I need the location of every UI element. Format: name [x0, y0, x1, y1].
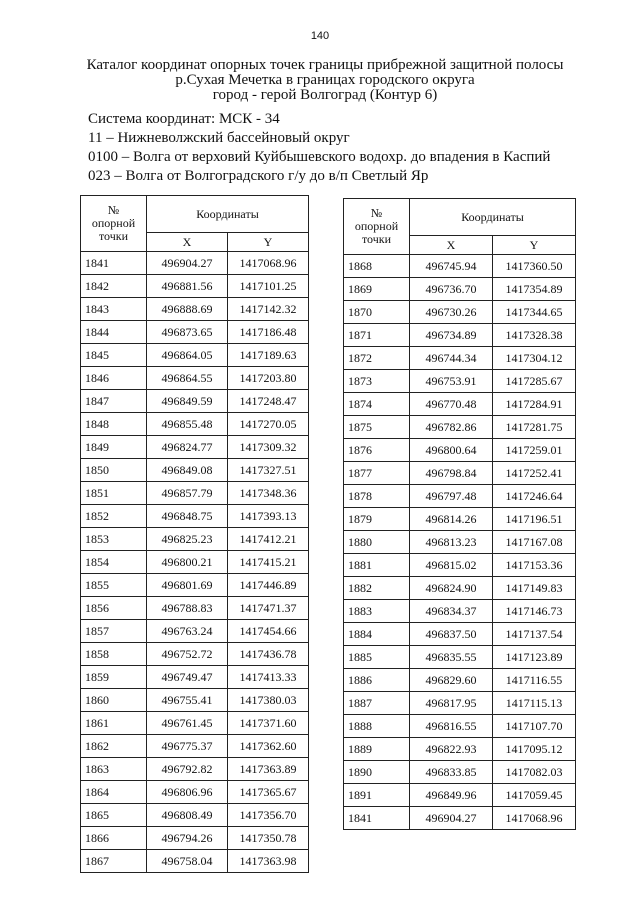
point-number-cell: 1861 [81, 712, 147, 735]
point-number-cell: 1855 [81, 574, 147, 597]
table-row [81, 597, 309, 620]
point-number-cell: 1881 [344, 554, 410, 577]
table-row [81, 275, 309, 298]
x-coordinate-cell: 496881.56 [147, 275, 228, 298]
table-row [344, 485, 576, 508]
y-coordinate-cell: 1417309.32 [228, 436, 309, 459]
x-coordinate-cell: 496848.75 [147, 505, 228, 528]
x-coordinate-cell: 496788.83 [147, 597, 228, 620]
x-coordinate-cell: 496833.85 [410, 761, 493, 784]
point-number-cell: 1853 [81, 528, 147, 551]
x-coordinate-cell: 496822.93 [410, 738, 493, 761]
table-row [81, 804, 309, 827]
point-number-cell: 1841 [81, 252, 147, 275]
y-coordinate-cell: 1417059.45 [493, 784, 576, 807]
y-coordinate-cell: 1417137.54 [493, 623, 576, 646]
y-header: Y [493, 236, 576, 255]
point-number-cell: 1846 [81, 367, 147, 390]
table-row [344, 439, 576, 462]
point-number-cell: 1878 [344, 485, 410, 508]
y-coordinate-cell: 1417068.96 [228, 252, 309, 275]
table-row [81, 321, 309, 344]
point-number-cell: 1880 [344, 531, 410, 554]
table-row [344, 646, 576, 669]
point-number-cell: 1857 [81, 620, 147, 643]
x-coordinate-cell: 496835.55 [410, 646, 493, 669]
point-number-cell: 1862 [81, 735, 147, 758]
y-coordinate-cell: 1417365.67 [228, 781, 309, 804]
y-coordinate-cell: 1417446.89 [228, 574, 309, 597]
table-row [344, 669, 576, 692]
table-row [81, 413, 309, 436]
point-number-cell: 1885 [344, 646, 410, 669]
y-coordinate-cell: 1417350.78 [228, 827, 309, 850]
point-number-cell: 1884 [344, 623, 410, 646]
x-coordinate-cell: 496801.69 [147, 574, 228, 597]
table-row [344, 301, 576, 324]
y-coordinate-cell: 1417248.47 [228, 390, 309, 413]
table-row [81, 689, 309, 712]
coordinates-header: Координаты [147, 196, 309, 233]
title-line-3: город - герой Волгоград (Контур 6) [212, 87, 438, 103]
point-number-cell: 1842 [81, 275, 147, 298]
table-row [81, 827, 309, 850]
y-coordinate-cell: 1417186.48 [228, 321, 309, 344]
table-row [344, 692, 576, 715]
x-coordinate-cell: 496888.69 [147, 298, 228, 321]
table-row [81, 252, 309, 275]
y-coordinate-cell: 1417123.89 [493, 646, 576, 669]
x-coordinate-cell: 496813.23 [410, 531, 493, 554]
x-coordinate-cell: 496782.86 [410, 416, 493, 439]
page-number: 140 [310, 30, 330, 42]
table-row [344, 761, 576, 784]
point-number-cell: 1844 [81, 321, 147, 344]
table-row [81, 850, 309, 873]
y-coordinate-cell: 1417412.21 [228, 528, 309, 551]
title-line-2: р.Сухая Мечетка в границах городского округа [175, 72, 475, 88]
table-row [344, 623, 576, 646]
x-coordinate-cell: 496798.84 [410, 462, 493, 485]
x-coordinate-cell: 496815.02 [410, 554, 493, 577]
table-row [81, 344, 309, 367]
table-row [81, 505, 309, 528]
point-number-cell: 1889 [344, 738, 410, 761]
point-number-cell: 1848 [81, 413, 147, 436]
coordinate-metadata [88, 110, 628, 186]
y-coordinate-cell: 1417328.38 [493, 324, 576, 347]
x-coordinate-cell: 496736.70 [410, 278, 493, 301]
table-row [344, 324, 576, 347]
x-coordinate-cell: 496753.91 [410, 370, 493, 393]
x-coordinate-cell: 496849.08 [147, 459, 228, 482]
table-row [344, 508, 576, 531]
point-number-cell: 1865 [81, 804, 147, 827]
table-row [344, 416, 576, 439]
table-row [81, 436, 309, 459]
x-coordinate-cell: 496797.48 [410, 485, 493, 508]
y-coordinate-cell: 1417196.51 [493, 508, 576, 531]
y-coordinate-cell: 1417146.73 [493, 600, 576, 623]
table-row [344, 370, 576, 393]
y-coordinate-cell: 1417149.83 [493, 577, 576, 600]
table-row [81, 482, 309, 505]
x-coordinate-cell: 496814.26 [410, 508, 493, 531]
point-number-header: № опорной точки [81, 196, 147, 252]
x-coordinate-cell: 496761.45 [147, 712, 228, 735]
point-number-cell: 1845 [81, 344, 147, 367]
point-number-cell: 1867 [81, 850, 147, 873]
y-coordinate-cell: 1417363.98 [228, 850, 309, 873]
y-coordinate-cell: 1417281.75 [493, 416, 576, 439]
x-header: X [147, 233, 228, 252]
point-number-cell: 1882 [344, 577, 410, 600]
coordinates-table-right [343, 198, 576, 830]
point-number-cell: 1866 [81, 827, 147, 850]
x-coordinate-cell: 496794.26 [147, 827, 228, 850]
table-row [344, 784, 576, 807]
y-coordinate-cell: 1417203.80 [228, 367, 309, 390]
table-row [344, 715, 576, 738]
point-number-cell: 1850 [81, 459, 147, 482]
table-row [81, 666, 309, 689]
point-number-cell: 1887 [344, 692, 410, 715]
y-coordinate-cell: 1417436.78 [228, 643, 309, 666]
point-number-cell: 1870 [344, 301, 410, 324]
y-coordinate-cell: 1417068.96 [493, 807, 576, 830]
table-row [344, 738, 576, 761]
water-section: 023 – Волга от Волгоградского г/у до в/п Светлый Яр [88, 168, 429, 184]
x-coordinate-cell: 496873.65 [147, 321, 228, 344]
x-coordinate-cell: 496829.60 [410, 669, 493, 692]
document-title [60, 58, 590, 103]
table-row [81, 620, 309, 643]
y-coordinate-cell: 1417363.89 [228, 758, 309, 781]
x-coordinate-cell: 496816.55 [410, 715, 493, 738]
table-row [344, 531, 576, 554]
y-coordinate-cell: 1417471.37 [228, 597, 309, 620]
y-coordinate-cell: 1417101.25 [228, 275, 309, 298]
point-number-cell: 1847 [81, 390, 147, 413]
y-coordinate-cell: 1417142.32 [228, 298, 309, 321]
coordinate-system: Система координат: МСК - 34 [88, 111, 280, 127]
table-row [81, 367, 309, 390]
basin-district: 11 – Нижневолжский бассейновый округ [88, 130, 350, 146]
y-coordinate-cell: 1417115.13 [493, 692, 576, 715]
table-row [344, 807, 576, 830]
y-coordinate-cell: 1417189.63 [228, 344, 309, 367]
point-number-cell: 1873 [344, 370, 410, 393]
y-coordinate-cell: 1417153.36 [493, 554, 576, 577]
table-row [81, 735, 309, 758]
point-number-cell: 1858 [81, 643, 147, 666]
table-row [344, 347, 576, 370]
x-coordinate-cell: 496864.05 [147, 344, 228, 367]
x-coordinate-cell: 496775.37 [147, 735, 228, 758]
y-coordinate-cell: 1417270.05 [228, 413, 309, 436]
point-number-cell: 1879 [344, 508, 410, 531]
x-coordinate-cell: 496855.48 [147, 413, 228, 436]
coordinates-table-left [80, 195, 309, 873]
point-number-cell: 1875 [344, 416, 410, 439]
point-number-cell: 1864 [81, 781, 147, 804]
point-number-cell: 1877 [344, 462, 410, 485]
table-row [344, 278, 576, 301]
x-coordinate-cell: 496792.82 [147, 758, 228, 781]
y-coordinate-cell: 1417304.12 [493, 347, 576, 370]
y-coordinate-cell: 1417360.50 [493, 255, 576, 278]
x-coordinate-cell: 496849.96 [410, 784, 493, 807]
x-coordinate-cell: 496817.95 [410, 692, 493, 715]
table-row [81, 574, 309, 597]
x-coordinate-cell: 496857.79 [147, 482, 228, 505]
y-coordinate-cell: 1417380.03 [228, 689, 309, 712]
y-coordinate-cell: 1417285.67 [493, 370, 576, 393]
x-coordinate-cell: 496730.26 [410, 301, 493, 324]
x-coordinate-cell: 496752.72 [147, 643, 228, 666]
y-coordinate-cell: 1417356.70 [228, 804, 309, 827]
point-number-cell: 1854 [81, 551, 147, 574]
point-number-cell: 1851 [81, 482, 147, 505]
y-coordinate-cell: 1417415.21 [228, 551, 309, 574]
x-coordinate-cell: 496758.04 [147, 850, 228, 873]
point-number-cell: 1859 [81, 666, 147, 689]
x-coordinate-cell: 496864.55 [147, 367, 228, 390]
y-coordinate-cell: 1417371.60 [228, 712, 309, 735]
point-number-cell: 1852 [81, 505, 147, 528]
point-number-cell: 1860 [81, 689, 147, 712]
x-coordinate-cell: 496800.64 [410, 439, 493, 462]
x-coordinate-cell: 496770.48 [410, 393, 493, 416]
table-row [344, 577, 576, 600]
point-number-cell: 1872 [344, 347, 410, 370]
point-number-cell: 1871 [344, 324, 410, 347]
x-coordinate-cell: 496849.59 [147, 390, 228, 413]
table-row [81, 390, 309, 413]
table-row [344, 600, 576, 623]
table-row [344, 255, 576, 278]
x-coordinate-cell: 496744.34 [410, 347, 493, 370]
y-header: Y [228, 233, 309, 252]
y-coordinate-cell: 1417095.12 [493, 738, 576, 761]
table-row [81, 551, 309, 574]
y-coordinate-cell: 1417167.08 [493, 531, 576, 554]
water-basin: 0100 – Волга от верховий Куйбышевского водохр. до впадения в Каспий [88, 149, 551, 165]
y-coordinate-cell: 1417454.66 [228, 620, 309, 643]
table-row [81, 298, 309, 321]
x-coordinate-cell: 496837.50 [410, 623, 493, 646]
y-coordinate-cell: 1417348.36 [228, 482, 309, 505]
table-row [81, 643, 309, 666]
y-coordinate-cell: 1417362.60 [228, 735, 309, 758]
point-number-cell: 1876 [344, 439, 410, 462]
point-number-cell: 1874 [344, 393, 410, 416]
y-coordinate-cell: 1417284.91 [493, 393, 576, 416]
y-coordinate-cell: 1417116.55 [493, 669, 576, 692]
point-number-cell: 1856 [81, 597, 147, 620]
y-coordinate-cell: 1417252.41 [493, 462, 576, 485]
point-number-cell: 1883 [344, 600, 410, 623]
point-number-cell: 1849 [81, 436, 147, 459]
x-coordinate-cell: 496755.41 [147, 689, 228, 712]
x-coordinate-cell: 496749.47 [147, 666, 228, 689]
y-coordinate-cell: 1417327.51 [228, 459, 309, 482]
point-number-cell: 1868 [344, 255, 410, 278]
table-row [344, 554, 576, 577]
point-number-cell: 1890 [344, 761, 410, 784]
x-coordinate-cell: 496763.24 [147, 620, 228, 643]
x-coordinate-cell: 496806.96 [147, 781, 228, 804]
point-number-header: № опорной точки [344, 199, 410, 255]
x-coordinate-cell: 496808.49 [147, 804, 228, 827]
table-row [81, 528, 309, 551]
y-coordinate-cell: 1417107.70 [493, 715, 576, 738]
table-row [344, 393, 576, 416]
y-coordinate-cell: 1417413.33 [228, 666, 309, 689]
y-coordinate-cell: 1417393.13 [228, 505, 309, 528]
x-coordinate-cell: 496824.90 [410, 577, 493, 600]
y-coordinate-cell: 1417344.65 [493, 301, 576, 324]
point-number-cell: 1886 [344, 669, 410, 692]
table-row [81, 712, 309, 735]
table-row [81, 758, 309, 781]
point-number-cell: 1888 [344, 715, 410, 738]
y-coordinate-cell: 1417354.89 [493, 278, 576, 301]
x-coordinate-cell: 496800.21 [147, 551, 228, 574]
point-number-cell: 1869 [344, 278, 410, 301]
point-number-cell: 1863 [81, 758, 147, 781]
table-row [344, 462, 576, 485]
x-coordinate-cell: 496834.37 [410, 600, 493, 623]
point-number-cell: 1891 [344, 784, 410, 807]
x-coordinate-cell: 496734.89 [410, 324, 493, 347]
coordinates-header: Координаты [410, 199, 576, 236]
y-coordinate-cell: 1417246.64 [493, 485, 576, 508]
x-coordinate-cell: 496904.27 [410, 807, 493, 830]
x-coordinate-cell: 496904.27 [147, 252, 228, 275]
x-coordinate-cell: 496825.23 [147, 528, 228, 551]
x-coordinate-cell: 496745.94 [410, 255, 493, 278]
title-line-1: Каталог координат опорных точек границы прибрежной защитной полосы [86, 57, 564, 73]
point-number-cell: 1843 [81, 298, 147, 321]
table-row [81, 781, 309, 804]
x-header: X [410, 236, 493, 255]
y-coordinate-cell: 1417259.01 [493, 439, 576, 462]
point-number-cell: 1841 [344, 807, 410, 830]
x-coordinate-cell: 496824.77 [147, 436, 228, 459]
table-row [81, 459, 309, 482]
y-coordinate-cell: 1417082.03 [493, 761, 576, 784]
